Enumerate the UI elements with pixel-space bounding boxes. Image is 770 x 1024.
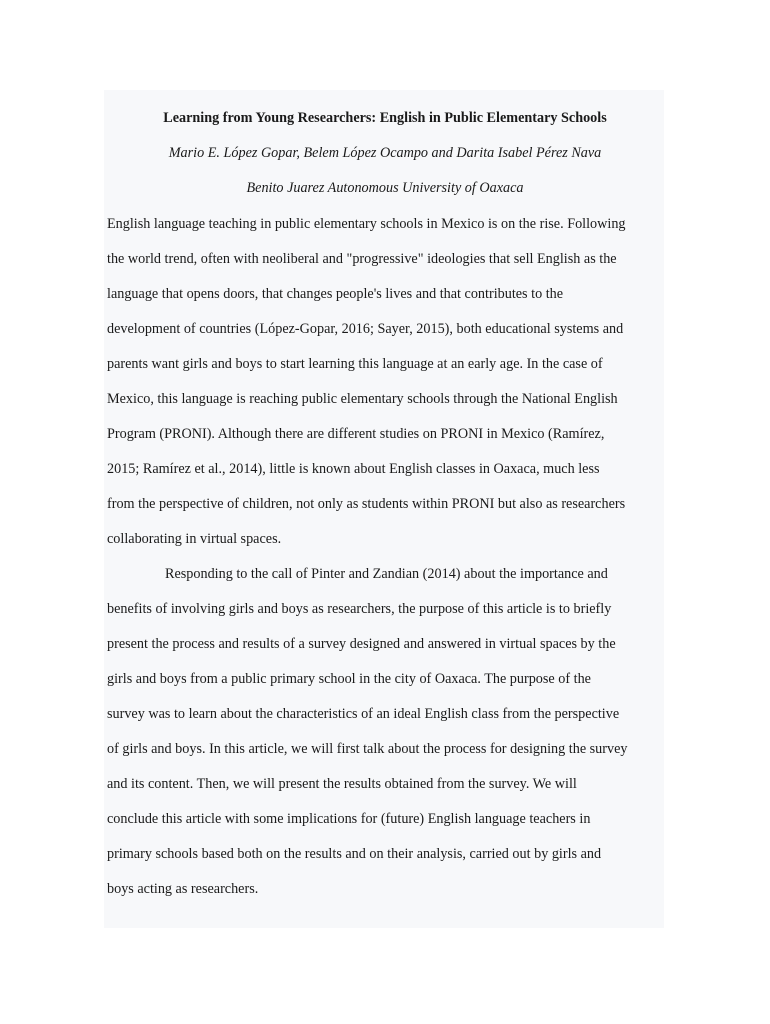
document-authors: Mario E. López Gopar, Belem López Ocampo and Darita Isabel Pérez Nava xyxy=(168,145,602,161)
paragraph-line: the world trend, often with neoliberal and "progressive" ideologies that sell English as the xyxy=(107,251,617,267)
paragraph-line: boys acting as researchers. xyxy=(107,881,259,897)
paragraph-line: of girls and boys. In this article, we will first talk about the process for designing the survey xyxy=(107,741,628,757)
paragraph-line: benefits of involving girls and boys as researchers, the purpose of this article is to briefly xyxy=(107,601,612,617)
paragraph-line: 2015; Ramírez et al., 2014), little is known about English classes in Oaxaca, much less xyxy=(107,461,600,477)
paragraph-line: parents want girls and boys to start learning this language at an early age. In the case of xyxy=(107,356,603,372)
paragraph-line: conclude this article with some implications for (future) English language teachers in xyxy=(107,811,591,827)
paragraph-line: Mexico, this language is reaching public elementary schools through the National English xyxy=(107,391,618,407)
paragraph-line: English language teaching in public elementary schools in Mexico is on the rise. Following xyxy=(107,216,626,232)
paragraph-line: from the perspective of children, not only as students within PRONI but also as researchers xyxy=(107,496,626,512)
document-title: Learning from Young Researchers: English in Public Elementary Schools xyxy=(163,110,607,126)
paragraph-line: Program (PRONI). Although there are different studies on PRONI in Mexico (Ramírez, xyxy=(107,426,605,442)
document-affiliation: Benito Juarez Autonomous University of Oaxaca xyxy=(246,180,524,196)
paragraph-line: present the process and results of a survey designed and answered in virtual spaces by the xyxy=(107,636,616,652)
paragraph-line: survey was to learn about the characteristics of an ideal English class from the perspective xyxy=(107,706,620,722)
paragraph-line: language that opens doors, that changes people's lives and that contributes to the xyxy=(107,286,564,302)
paragraph-line: development of countries (López-Gopar, 2016; Sayer, 2015), both educational systems and xyxy=(107,321,624,337)
paragraph-line: primary schools based both on the results and on their analysis, carried out by girls and xyxy=(107,846,602,862)
paragraph-line: girls and boys from a public primary school in the city of Oaxaca. The purpose of the xyxy=(107,671,591,687)
paragraph-line: and its content. Then, we will present the results obtained from the survey. We will xyxy=(107,776,577,792)
paragraph-line: Responding to the call of Pinter and Zandian (2014) about the importance and xyxy=(165,566,608,582)
paragraph-line: collaborating in virtual spaces. xyxy=(107,531,282,547)
